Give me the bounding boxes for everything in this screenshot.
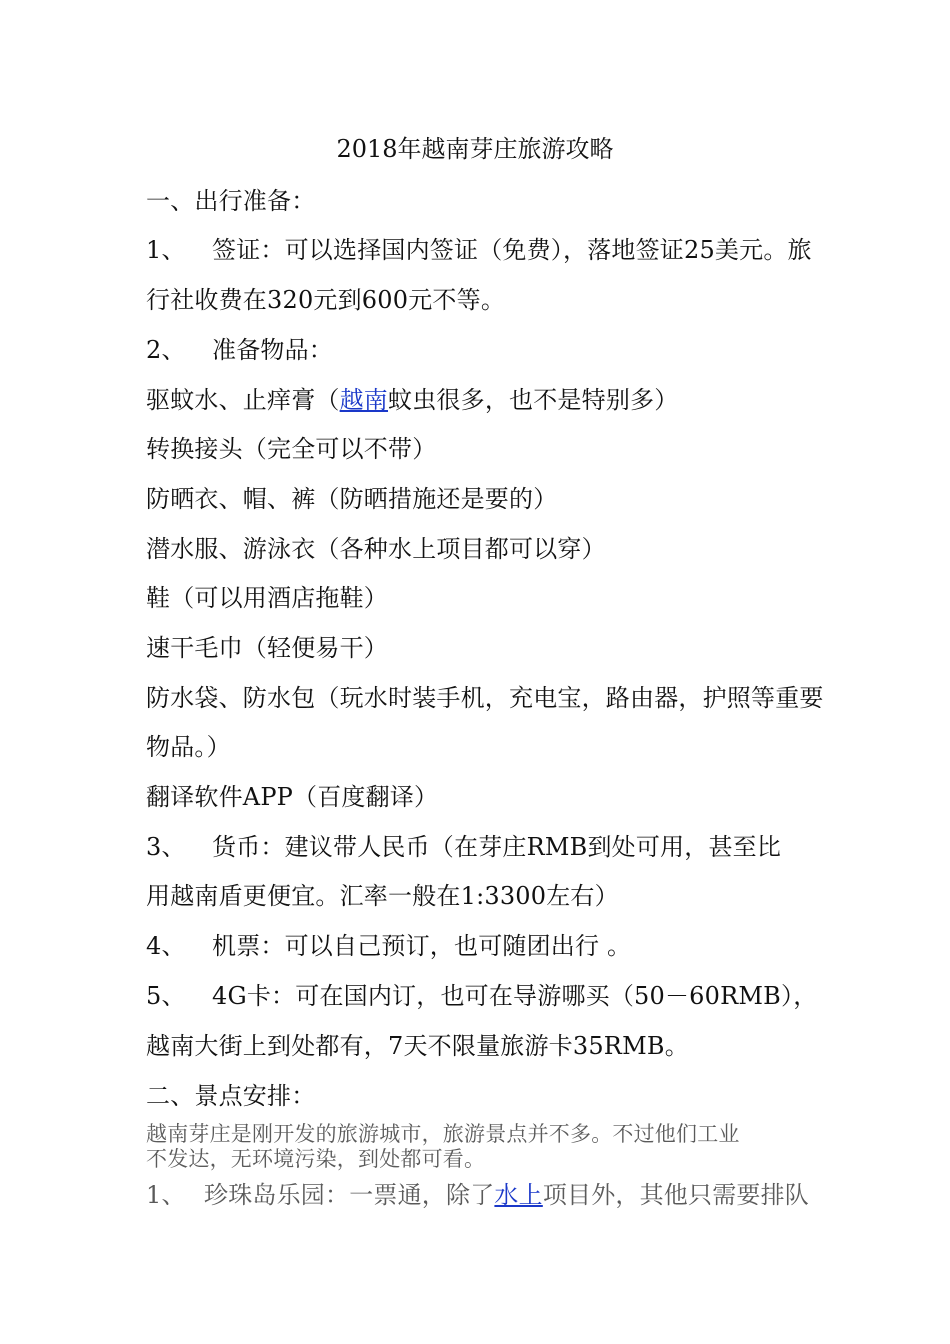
- water-link[interactable]: 水上: [494, 1181, 543, 1209]
- list-item-flight: [146, 928, 631, 964]
- supply-adapter: 转换接头（完全可以不带）: [146, 435, 437, 463]
- list-item-sim-card-continued: 越南大街上到处都有，7天不限量旅游卡35RMB。: [146, 1032, 689, 1060]
- list-text: 4G卡：可在国内订，也可在导游哪买（50－60RMB），: [212, 982, 818, 1010]
- spot-text: 项目外，其他只需要排队: [542, 1181, 810, 1209]
- list-item-visa: [146, 232, 812, 268]
- list-number: 5、: [146, 982, 186, 1010]
- supply-text: 驱蚊水、止痒膏（: [146, 386, 340, 414]
- list-item-sim-card: [146, 978, 817, 1014]
- supply-swimwear: 潜水服、游泳衣（各种水上项目都可以穿）: [146, 535, 606, 563]
- supply-translation-app: 翻译软件APP（百度翻译）: [146, 783, 439, 811]
- list-item-visa-continued: 行社收费在320元到600元不等。: [146, 286, 506, 314]
- intro-paragraph-line1: 越南芽庄是刚开发的旅游城市，旅游景点并不多。不过他们工业: [146, 1122, 740, 1146]
- document-title: 2018年越南芽庄旅游攻略: [336, 135, 614, 163]
- spot-item-pearl-island: [146, 1177, 809, 1213]
- list-text: 机票：可以自己预订，也可随团出行 。: [212, 932, 632, 960]
- list-number: 3、: [146, 833, 186, 861]
- supply-waterproof-bag-continued: 物品。）: [146, 733, 231, 761]
- list-item-supplies: [146, 332, 333, 368]
- list-number: 2、: [146, 336, 186, 364]
- list-text: 货币：建议带人民币（在芽庄RMB到处可用，甚至比: [212, 833, 782, 861]
- list-item-currency-continued: 用越南盾更便宜。汇率一般在1:3300左右）: [146, 882, 619, 910]
- vietnam-link[interactable]: 越南: [339, 386, 389, 414]
- list-item-currency: [146, 829, 781, 865]
- spot-text: 珍珠岛乐园：一票通，除了: [204, 1181, 495, 1209]
- supply-text: 蚊虫很多，也不是特别多）: [388, 386, 679, 414]
- supply-sun-protection: 防晒衣、帽、裤（防晒措施还是要的）: [146, 485, 558, 513]
- list-number: 4、: [146, 932, 186, 960]
- supply-waterproof-bag: 防水袋、防水包（玩水时装手机，充电宝，路由器，护照等重要: [146, 684, 824, 712]
- list-number: 1、: [146, 1181, 186, 1209]
- supply-mosquito-repellent: [146, 382, 678, 418]
- supply-towel: 速干毛巾（轻便易干）: [146, 634, 388, 662]
- section-heading-attractions: 二、景点安排：: [146, 1082, 316, 1110]
- section-heading-preparation: 一、出行准备：: [146, 187, 316, 215]
- list-text: 签证：可以选择国内签证（免费），落地签证25美元。旅: [212, 236, 812, 264]
- intro-paragraph-line2: 不发达，无环境污染，到处都可看。: [146, 1147, 486, 1171]
- supply-shoes: 鞋（可以用酒店拖鞋）: [146, 584, 388, 612]
- list-number: 1、: [146, 236, 186, 264]
- list-text: 准备物品：: [212, 336, 333, 364]
